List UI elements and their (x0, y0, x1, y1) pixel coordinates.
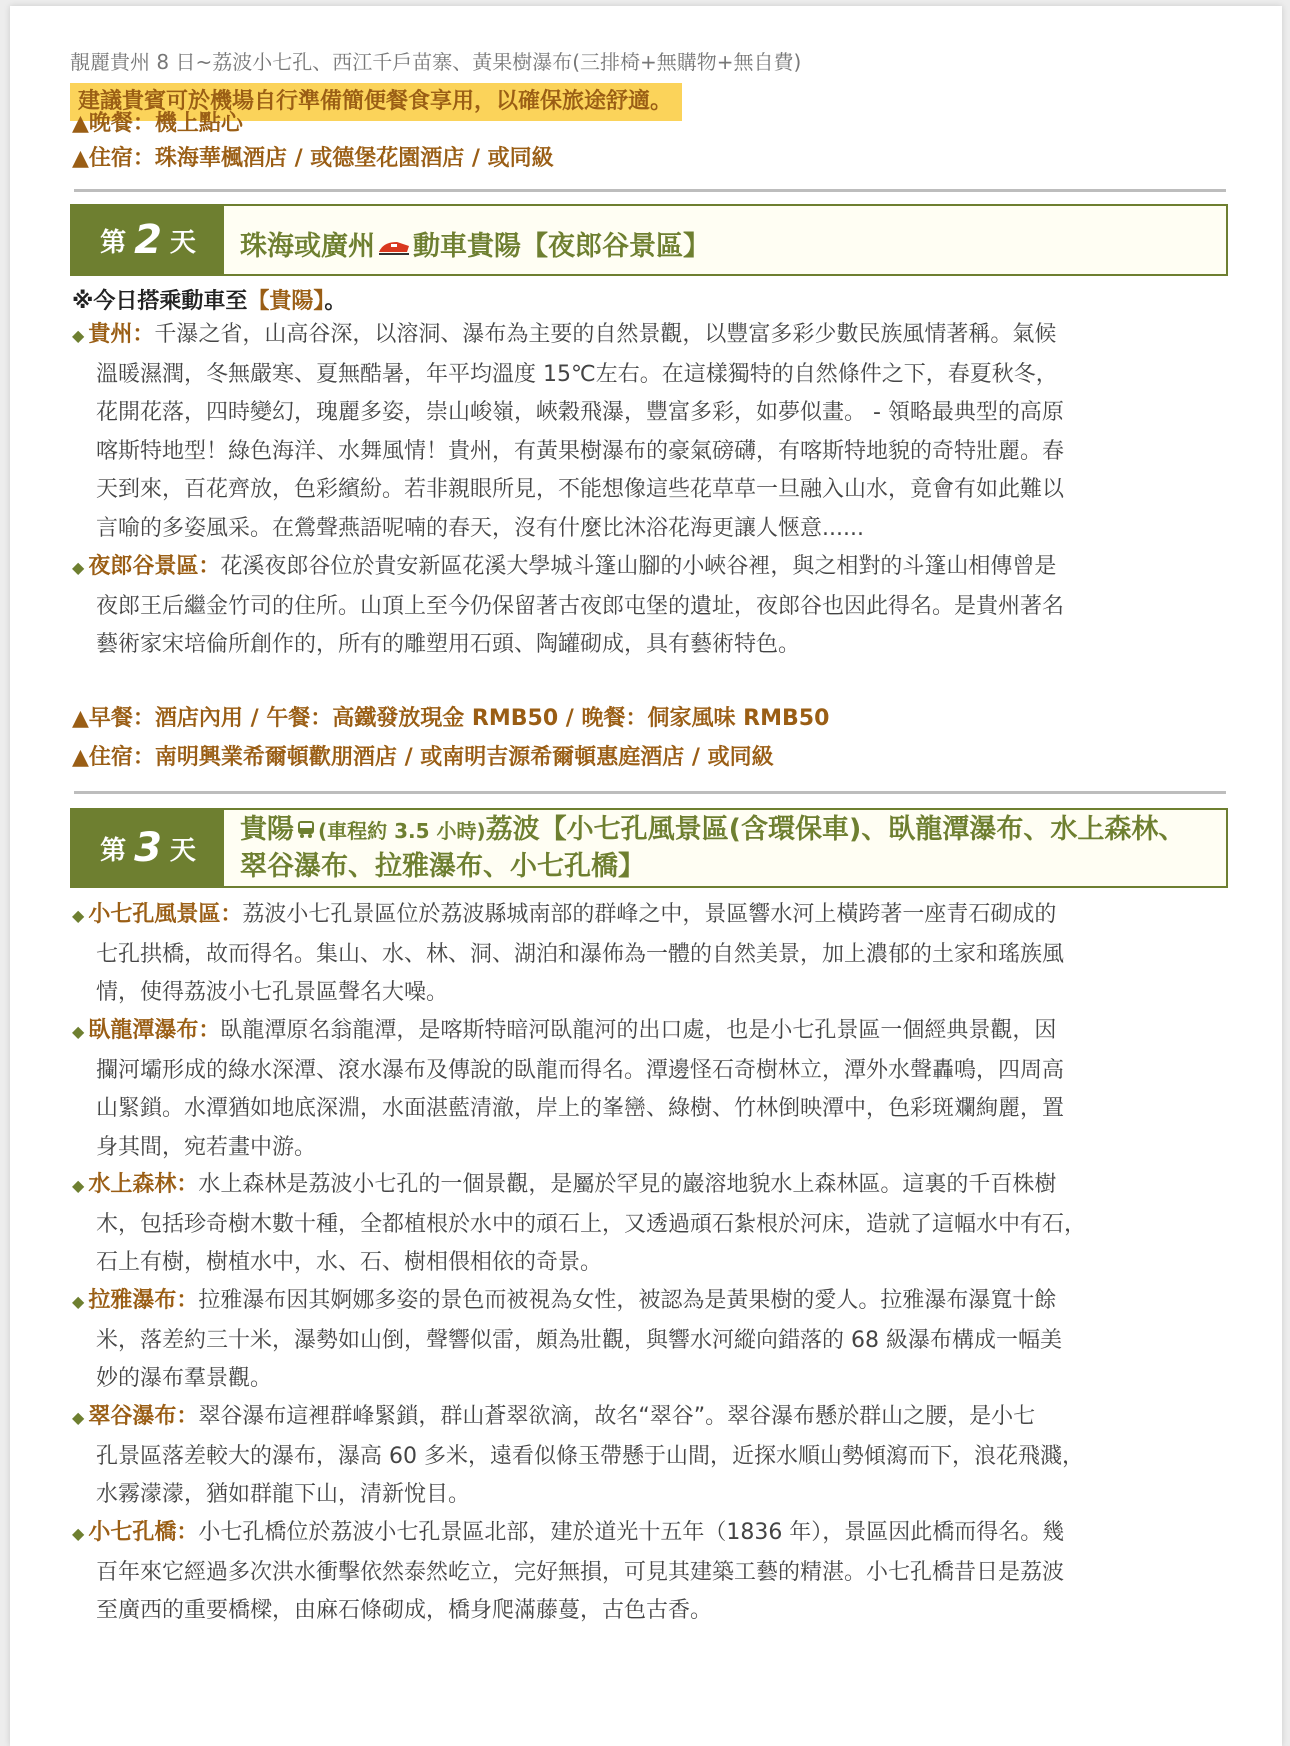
xiaoqikong-bridge-paragraph: ◆ 小七孔橋：小七孔橋位於荔波小七孔景區北部，建於道光十五年（1836 年），景區因此橋而得名。幾 百年來它經過多次洪水衝擊依然泰然屹立，完好無損，可見其建築工藝的精湛。小七孔橋昔日是荔波 至廣西的重要橋樑，由麻石條砌成，橋身爬滿藤蔓，古色古香。 (72, 1520, 1065, 1624)
diamond-bullet-icon: ◆ (72, 1022, 85, 1041)
day2-label: 第 2 天 (72, 206, 224, 274)
tour-title: 靚麗貴州 8 日~荔波小七孔、西江千戶苗寨、黃果樹瀑布(三排椅+無購物+無自費) (70, 50, 802, 74)
wolongtan-paragraph: ◆ 臥龍潭瀑布：臥龍潭原名翁龍潭，是喀斯特暗河臥龍河的出口處，也是小七孔景區一個經典景觀，因 攔河壩形成的綠水深潭、滾水瀑布及傳說的臥龍而得名。潭邊怪石奇樹林立，潭外水聲轟鳴，四周高 山緊鎖。水潭猶如地底深淵，水面湛藍清澈，岸上的峯巒、綠樹、竹林倒映潭中，色彩斑斕絢麗，置 身其間，宛若畫中游。 (72, 1018, 1065, 1160)
diamond-bullet-icon: ◆ (72, 1176, 85, 1195)
cuigu-waterfall-paragraph: ◆ 翠谷瀑布：翠谷瀑布這裡群峰緊鎖，群山蒼翠欲滴，故名“翠谷”。翠谷瀑布懸於群山之腰，是小七 孔景區落差較大的瀑布，瀑高 60 多米，遠看似條玉帶懸于山間，近探水順山勢傾瀉而下，浪花飛濺， 水霧濛濛，猶如群龍下山，清新悅目。 (72, 1404, 1084, 1508)
day1-hotel: ▲住宿：珠海華楓酒店 / 或德堡花園酒店 / 或同級 (72, 146, 554, 171)
diamond-bullet-icon: ◆ (72, 326, 85, 345)
diamond-bullet-icon: ◆ (72, 558, 85, 577)
day3-header (70, 808, 1228, 888)
train-icon (377, 232, 411, 263)
day2-header (70, 204, 1228, 276)
day2-note: ※今日搭乘動車至【貴陽】。 (72, 289, 347, 314)
divider (74, 189, 1226, 192)
bus-icon (296, 813, 316, 849)
diamond-bullet-icon: ◆ (72, 1292, 85, 1311)
laya-waterfall-paragraph: ◆ 拉雅瀑布：拉雅瀑布因其婀娜多姿的景色而被視為女性，被認為是黃果樹的愛人。拉雅瀑布瀑寬十餘 米，落差約三十米，瀑勢如山倒，聲響似雷，頗為壯觀，與響水河縱向錯落的 68 級瀑布構成一幅美 妙的瀑布羣景觀。 (72, 1288, 1062, 1392)
day3-label: 第 3 天 (72, 810, 224, 886)
day2-title: 珠海或廣州 動車貴陽【夜郎谷景區】 (240, 231, 710, 262)
guizhou-paragraph: ◆ 貴州：千瀑之省，山高谷深，以溶洞、瀑布為主要的自然景觀，以豐富多彩少數民族風情著稱。氣候 溫暖濕潤，冬無嚴寒、夏無酷暑，年平均溫度 15℃左右。在這樣獨特的自然條件之下，春夏秋冬， 花開花落，四時變幻，瑰麗多姿，崇山峻嶺，峽穀飛瀑，豐富多彩，如夢似畫。 - 領略最典型的高原 喀斯特地型！綠色海洋、水舞風情！貴州，有黃果樹瀑布的豪氣磅礴，有喀斯特地貌的奇特壯麗。春 天到來，百花齊放，色彩繽紛。若非親眼所見，不能想像這些花草草一旦融入山水，竟會有如此難以 言喻的多姿風采。在鶯聲燕語呢喃的春天，沒有什麼比沐浴花海更讓人愜意...... (72, 322, 1065, 541)
diamond-bullet-icon: ◆ (72, 1524, 85, 1543)
yelang-paragraph: ◆ 夜郎谷景區：花溪夜郎谷位於貴安新區花溪大學城斗篷山腳的小峽谷裡，與之相對的斗篷山相傳曾是 夜郎王后繼金竹司的住所。山頂上至今仍保留著古夜郎屯堡的遺址，夜郎谷也因此得名。是貴州著名 藝術家宋培倫所創作的，所有的雕塑用石頭、陶罐砌成，具有藝術特色。 (72, 554, 1065, 658)
day2-hotel: ▲住宿：南明興業希爾頓歡朋酒店 / 或南明吉源希爾頓惠庭酒店 / 或同級 (72, 745, 774, 770)
divider (74, 791, 1226, 794)
day3-title: 貴陽 (車程約 3.5 小時)荔波【小七孔風景區(含環保車)、臥龍潭瀑布、水上森林、 翠谷瀑布、拉雅瀑布、小七孔橋】 (240, 814, 1186, 882)
water-forest-paragraph: ◆ 水上森林：水上森林是荔波小七孔的一個景觀，是屬於罕見的巖溶地貌水上森林區。這裏的千百株樹 木，包括珍奇樹木數十種，全都植根於水中的頑石上，又透過頑石紮根於河床，造就了這幅水中有石， 石上有樹，樹植水中，水、石、樹相偎相依的奇景。 (72, 1172, 1087, 1276)
day1-dinner: ▲晚餐：機上點心 (72, 111, 243, 136)
diamond-bullet-icon: ◆ (72, 1408, 85, 1427)
document-page (10, 6, 1282, 1746)
meal-advice-highlight: 建議貴賓可於機場自行準備簡便餐食享用，以確保旅途舒適。 (70, 83, 682, 121)
xiaoqikong-paragraph: ◆ 小七孔風景區：荔波小七孔景區位於荔波縣城南部的群峰之中，景區響水河上橫跨著一座青石砌成的 七孔拱橋，故而得名。集山、水、林、洞、湖泊和瀑佈為一體的自然美景，加上濃郁的土家和瑤族風 情，使得荔波小七孔景區聲名大噪。 (72, 902, 1065, 1006)
day2-meals: ▲早餐：酒店內用 / 午餐：高鐵發放現金 RMB50 / 晚餐：侗家風味 RMB50 (72, 706, 830, 731)
diamond-bullet-icon: ◆ (72, 906, 85, 925)
